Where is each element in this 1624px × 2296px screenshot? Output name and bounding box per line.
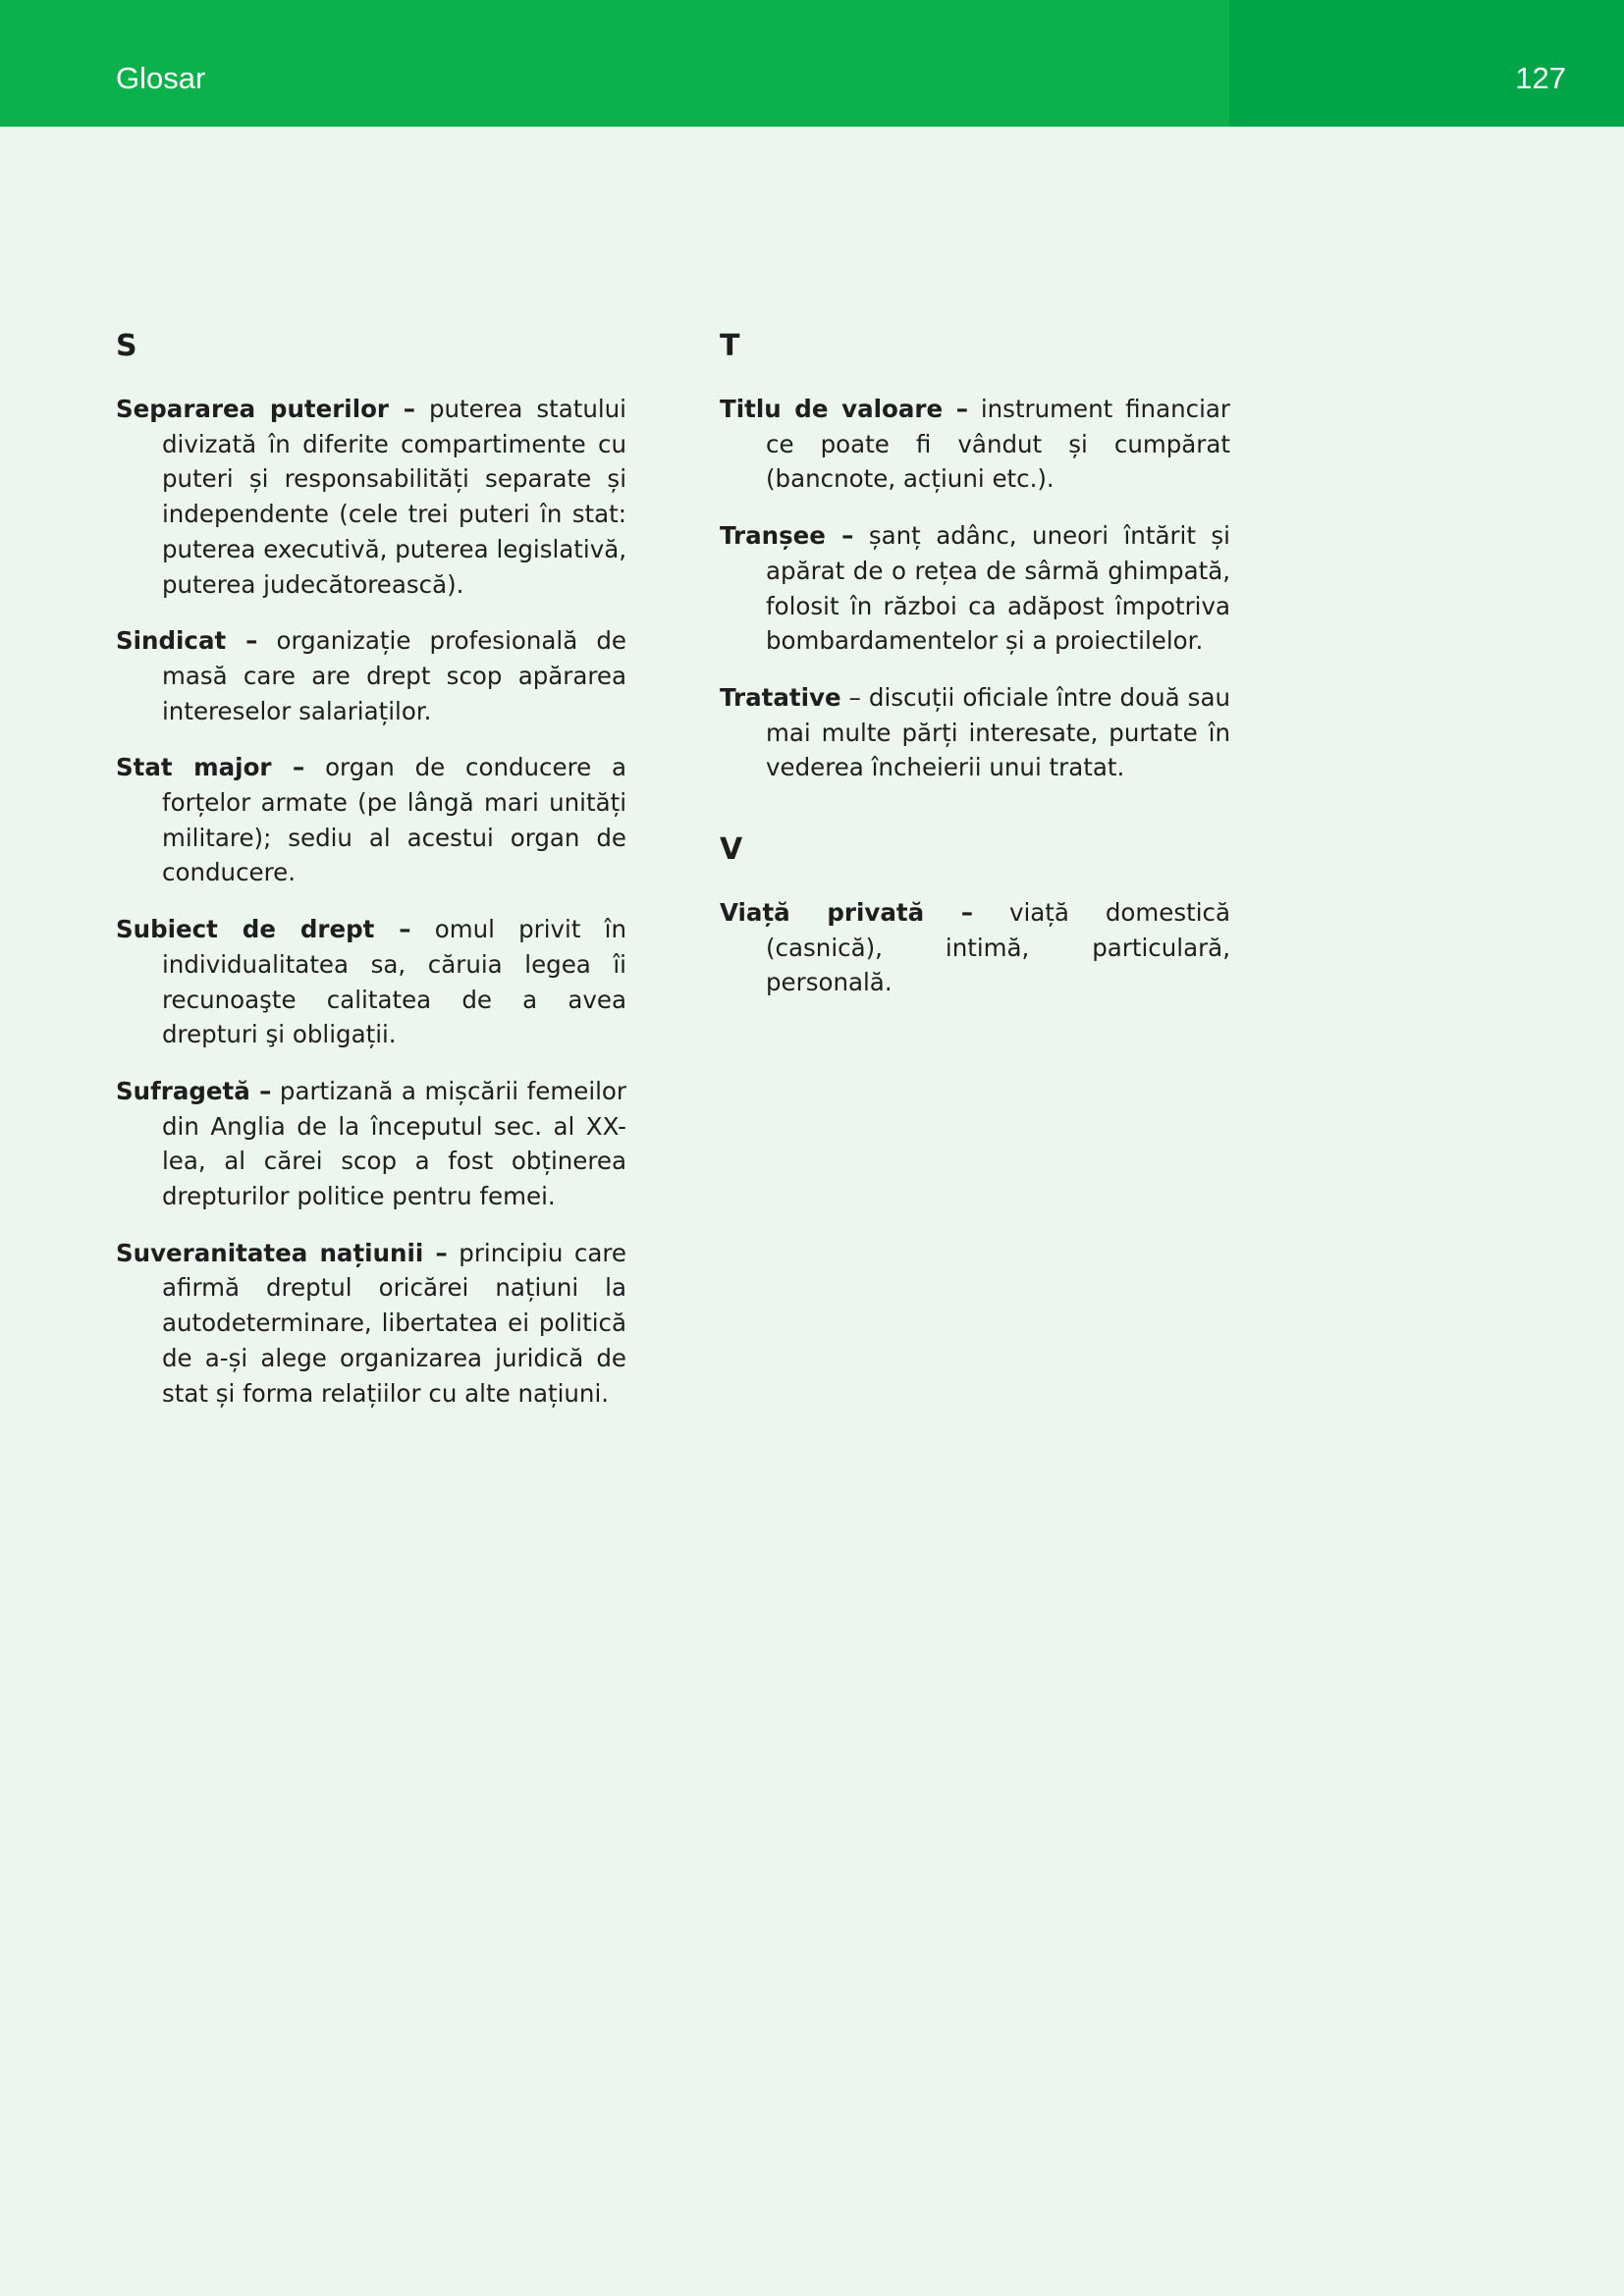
glossary-term: Subiect de drept – bbox=[116, 915, 411, 944]
section-letter-s: S bbox=[116, 329, 137, 363]
glossary-definition: principiu care afirmă dreptul oricărei națiuni la autodeterminare, libertatea ei politică de a-și alege organizarea juridică de stat și forma relațiilor cu alte națiuni. bbox=[162, 1238, 627, 1408]
glossary-entry bbox=[720, 680, 1230, 785]
header-title: Glosar bbox=[116, 61, 206, 95]
glossary-entry bbox=[116, 392, 626, 602]
glossary-definition: organizație profesională de masă care are drept scop apărarea intereselor salariaților. bbox=[162, 626, 627, 725]
glossary-term: Tratative bbox=[720, 682, 841, 712]
glossary-entry bbox=[116, 750, 626, 890]
glossary-column-right bbox=[720, 329, 1230, 1022]
page-header bbox=[0, 0, 1624, 127]
glossary-term: Viață privată – bbox=[720, 898, 974, 928]
section-letter-v: V bbox=[720, 832, 743, 868]
glossary-entry bbox=[116, 623, 626, 728]
glossary-entry bbox=[720, 392, 1230, 497]
glossary-definition: partizană a mișcării femeilor din Anglia de la începutul sec. al XX-lea, al cărei scop a fost obținerea drepturilor politice pentru femei. bbox=[162, 1076, 626, 1211]
glossary-definition: – discuții oficiale între două sau mai multe părți interesate, purtate în vederea încheierii unui tratat. bbox=[766, 682, 1230, 782]
glossary-term: Suveranitatea națiunii – bbox=[116, 1238, 448, 1267]
glossary-term: Sufragetă – bbox=[116, 1076, 272, 1105]
glossary-definition: puterea statului divizată în diferite compartimente cu puteri și responsabilități separate și independente (cele trei puteri în stat: puterea executivă, puterea legislativă, puterea judecătorească). bbox=[162, 395, 626, 599]
glossary-entry bbox=[116, 1236, 626, 1412]
page-number: 127 bbox=[1515, 61, 1566, 95]
glossary-entry bbox=[720, 895, 1230, 1000]
glossary-entry bbox=[116, 912, 626, 1052]
glossary-definition: instrument financiar ce poate fi vândut și cumpărat (bancnote, acțiuni etc.). bbox=[766, 395, 1230, 494]
glossary-column-left bbox=[116, 329, 626, 1432]
glossary-term: Separarea puterilor – bbox=[116, 395, 415, 423]
glossary-definition: șanț adânc, uneori întărit și apărat de o rețea de sârmă ghimpată, folosit în război ca adăpost împotriva bombardamentelor și a proiectilelor. bbox=[766, 521, 1230, 656]
glossary-term: Stat major – bbox=[116, 753, 305, 782]
glossary-definition: viață domestică (casnică), intimă, particulară, personală. bbox=[766, 898, 1230, 997]
glossary-definition: omul privit în individualitatea sa, căruia legea îi recunoaşte calitatea de a avea drepturi şi obligații. bbox=[162, 915, 626, 1049]
glossary-term: Sindicat – bbox=[116, 626, 258, 656]
glossary-entry bbox=[720, 518, 1230, 659]
glossary-entry bbox=[116, 1074, 626, 1214]
section-letter-t: T bbox=[720, 329, 740, 363]
glossary-term: Tranșee – bbox=[720, 521, 854, 551]
glossary-term: Titlu de valoare – bbox=[720, 395, 968, 423]
glossary-definition: organ de conducere a forțelor armate (pe lângă mari unități militare); sediu al acestui organ de conducere. bbox=[162, 753, 626, 887]
